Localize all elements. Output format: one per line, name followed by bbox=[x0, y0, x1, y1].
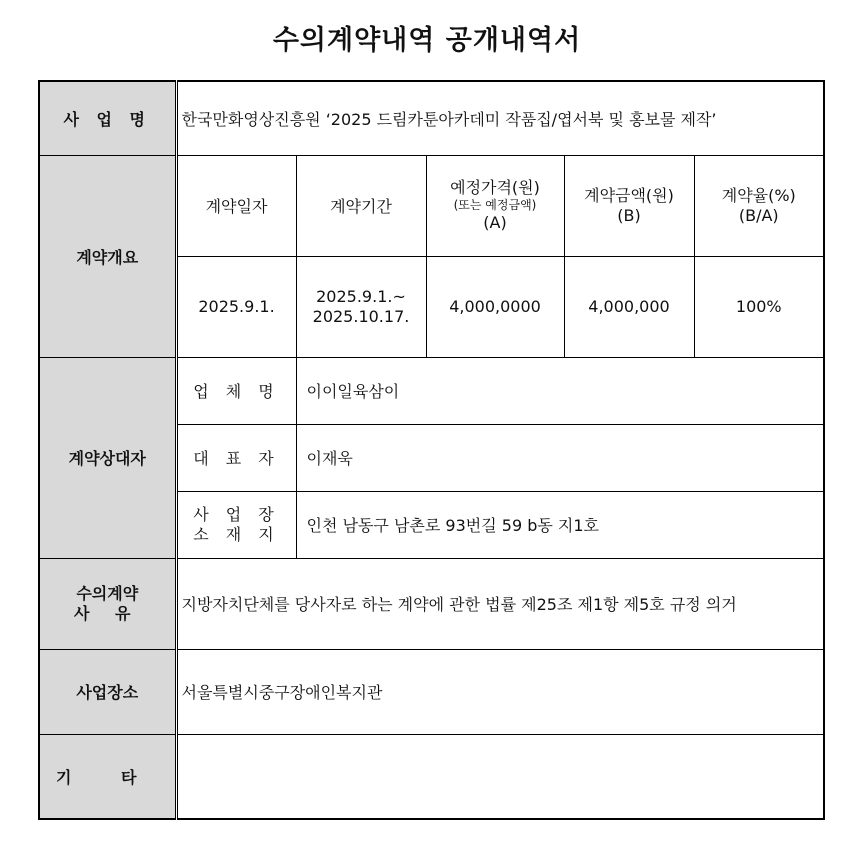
etc-value bbox=[176, 734, 824, 819]
address-value: 인천 남동구 남촌로 93번길 59 b동 지1호 bbox=[296, 491, 824, 558]
header-estimated-price: 예정가격(원) (또는 예정금액) (A) bbox=[426, 155, 564, 256]
header-contract-period: 계약기간 bbox=[296, 155, 426, 256]
row-etc bbox=[39, 734, 824, 819]
business-location-label: 사업장소 bbox=[39, 649, 176, 734]
company-name-label: 업 체 명 bbox=[176, 357, 296, 424]
row-business-name bbox=[39, 81, 824, 155]
contract-overview-label: 계약개요 bbox=[39, 155, 176, 357]
etc-label: 기 타 bbox=[39, 734, 176, 819]
representative-label: 대 표 자 bbox=[176, 424, 296, 491]
header-contract-amount: 계약금액(원) (B) bbox=[564, 155, 694, 256]
row-contract-overview-header bbox=[39, 155, 824, 256]
value-contract-rate: 100% bbox=[694, 256, 824, 357]
contract-reason-label: 수의계약 사 유 bbox=[39, 558, 176, 649]
value-estimated-price: 4,000,0000 bbox=[426, 256, 564, 357]
row-business-location bbox=[39, 649, 824, 734]
business-name-label: 사 업 명 bbox=[39, 81, 176, 155]
value-contract-period: 2025.9.1.~ 2025.10.17. bbox=[296, 256, 426, 357]
page-title: 수의계약내역 공개내역서 bbox=[272, 25, 582, 56]
value-contract-amount: 4,000,000 bbox=[564, 256, 694, 357]
value-contract-date: 2025.9.1. bbox=[176, 256, 296, 357]
business-name-value: 한국만화영상진흥원 ‘2025 드림카툰아카데미 작품집/엽서북 및 홍보물 제작’ bbox=[176, 81, 824, 155]
address-label: 사 업 장 소 재 지 bbox=[176, 491, 296, 558]
header-contract-date: 계약일자 bbox=[176, 155, 296, 256]
disclosure-table bbox=[38, 80, 825, 820]
business-location-value: 서울특별시중구장애인복지관 bbox=[176, 649, 824, 734]
contract-reason-value: 지방자치단체를 당사자로 하는 계약에 관한 법률 제25조 제1항 제5호 규정 의거 bbox=[176, 558, 824, 649]
representative-value: 이재욱 bbox=[296, 424, 824, 491]
counterparty-label: 계약상대자 bbox=[39, 357, 176, 558]
row-contract-reason bbox=[39, 558, 824, 649]
header-contract-rate: 계약율(%) (B/A) bbox=[694, 155, 824, 256]
row-counterparty-company bbox=[39, 357, 824, 424]
company-name-value: 이이일육삼이 bbox=[296, 357, 824, 424]
